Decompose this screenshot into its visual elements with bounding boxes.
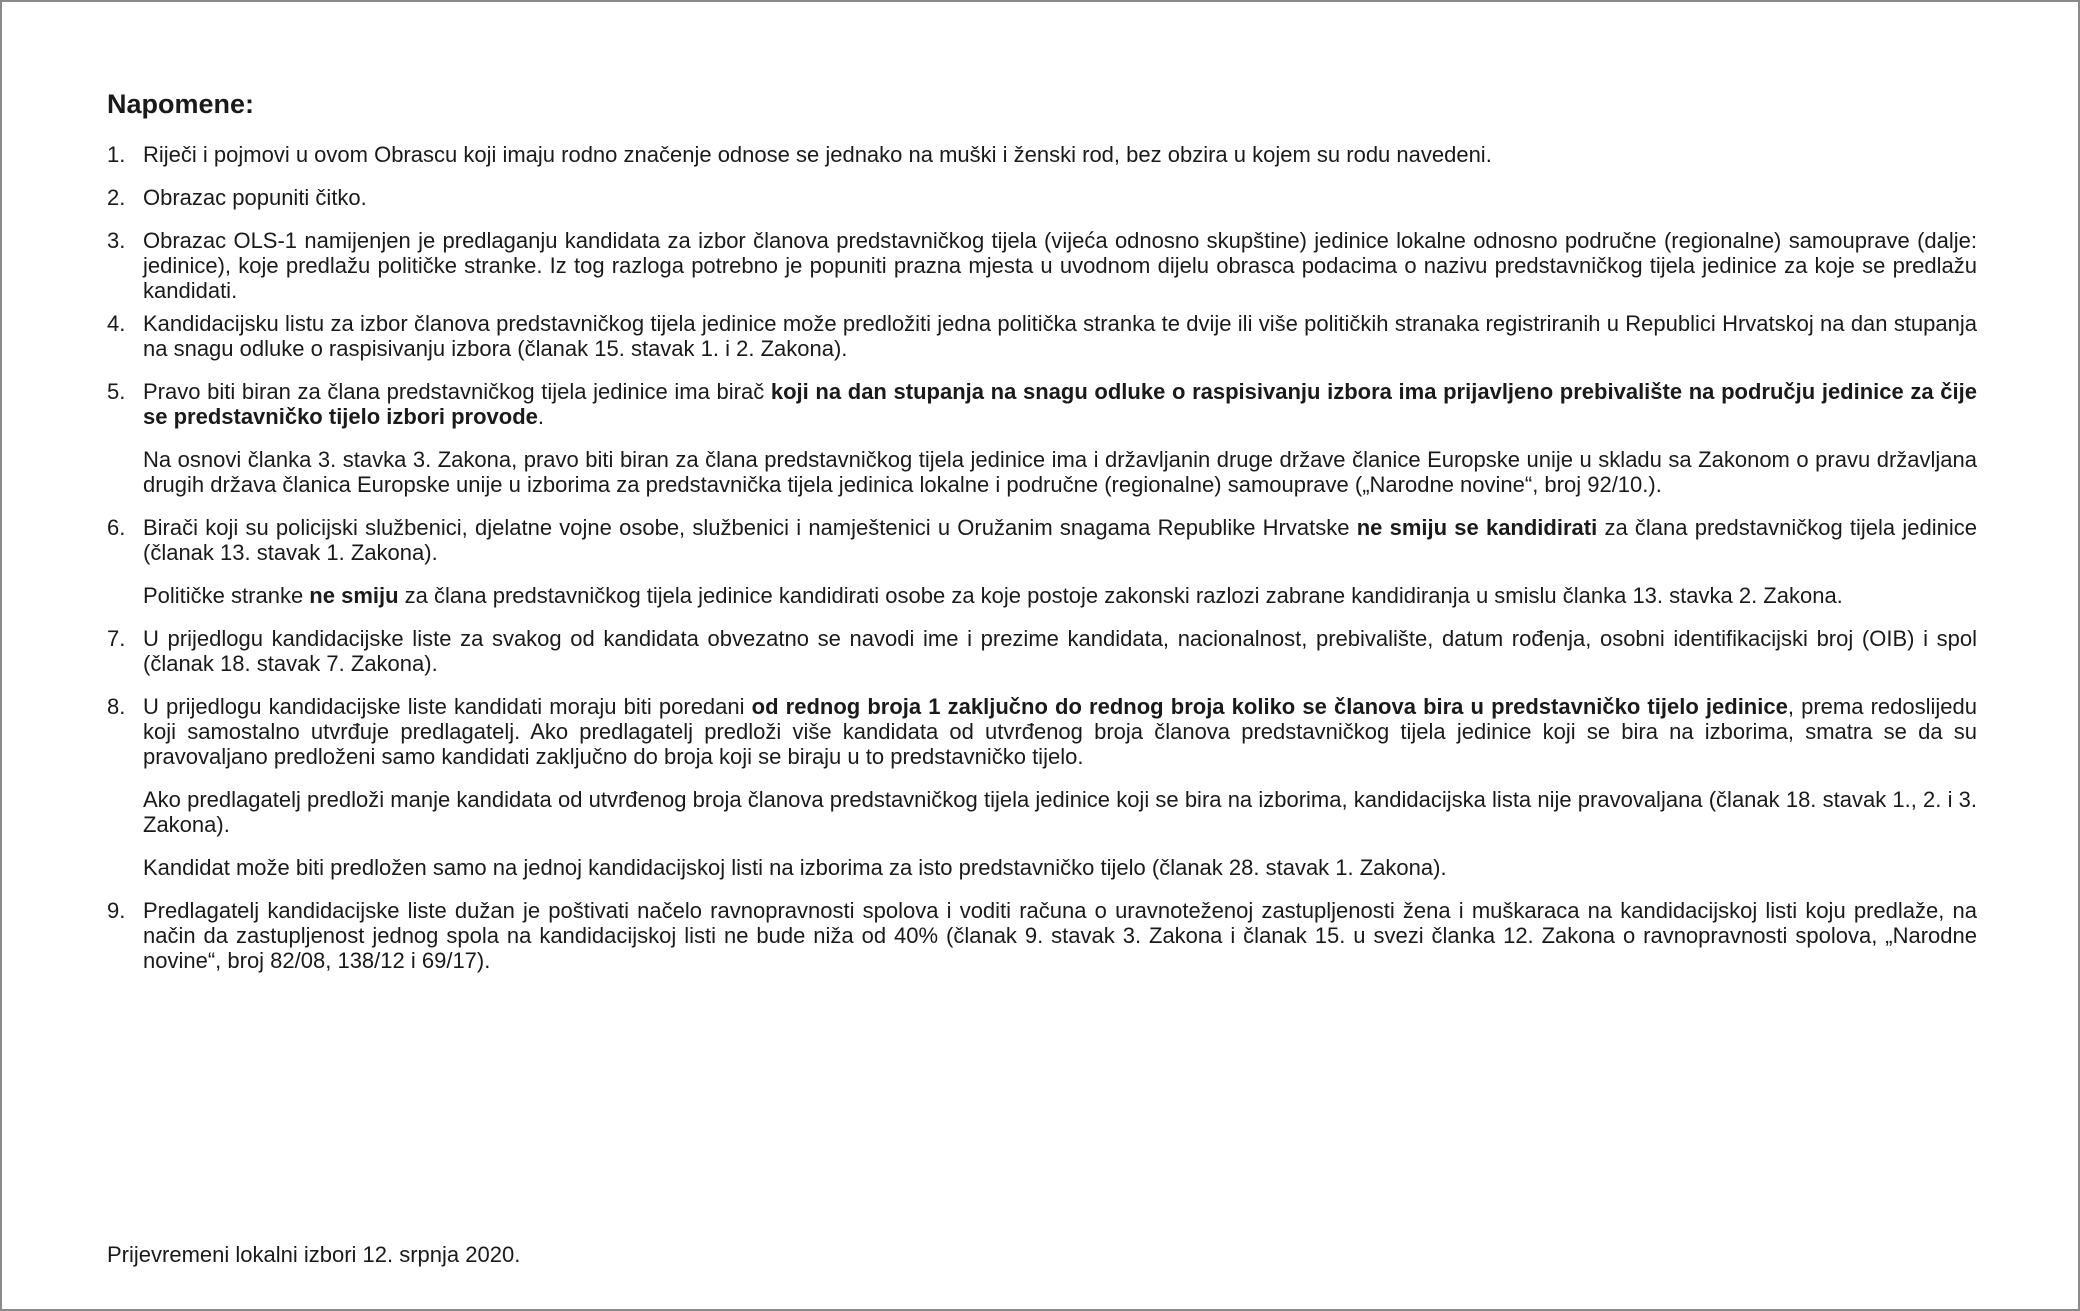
footer-election-label: Prijevremeni lokalni izbori 12. srpnja 2020.	[107, 1242, 521, 1267]
note-number: 3.	[107, 228, 126, 253]
note-1	[107, 142, 1977, 167]
notes-section	[107, 86, 1977, 991]
note-5	[107, 379, 1977, 497]
note-text-part: Političke stranke	[143, 583, 310, 608]
note-paragraph	[143, 583, 1977, 608]
notes-list	[107, 142, 1977, 973]
note-text	[143, 515, 1977, 565]
note-8	[107, 694, 1977, 880]
note-text	[143, 694, 1977, 769]
note-number: 6.	[107, 515, 126, 540]
note-number: 9.	[107, 898, 126, 923]
note-text-emphasis: koji na dan stupanja na snagu odluke o raspisivanju izbora ima prijavljeno prebivalište na području jedinice za čije se predstavničko tijelo izbori provode	[143, 379, 1977, 429]
notes-heading: Napomene:	[107, 89, 255, 119]
note-text: Riječi i pojmovi u ovom Obrascu koji imaju rodno značenje odnose se jednako na muški i ženski rod, bez obzira u kojem su rodu navedeni.	[143, 142, 1492, 167]
note-number: 4.	[107, 311, 126, 336]
note-text: Kandidacijsku listu za izbor članova predstavničkog tijela jedinice može predložiti jedna politička stranka te dvije ili više političkih stranaka registriranih u Republici Hrvatskoj na dan stupanja na snagu odluke o raspisivanju izbora (članak 15. stavak 1. i 2. Zakona).	[143, 311, 1977, 361]
note-text-emphasis: ne smiju se kandidirati	[1356, 515, 1598, 540]
note-text: Obrazac OLS-1 namijenjen je predlaganju kandidata za izbor članova predstavničkog tijela (vijeća odnosno skupštine) jedinice lokalne odnosno područne (regionalne) samouprave (dalje: jedinice), koje predlažu političke stranke. Iz tog razloga potrebno je popuniti prazna mjesta u uvodnom dijelu obrasca podacima o nazivu predstavničkog tijela jedinice za koje se predlažu kandidati.	[143, 228, 1977, 303]
note-text	[143, 379, 1977, 429]
note-text-part: .	[537, 404, 544, 429]
note-text-part: Pravo biti biran za člana predstavničkog tijela jedinice ima birač	[143, 379, 771, 404]
note-9	[107, 898, 1977, 973]
note-6	[107, 515, 1977, 608]
note-text: Predlagatelj kandidacijske liste dužan je poštivati načelo ravnopravnosti spolova i voditi računa o uravnoteženoj zastupljenosti žena i muškaraca na kandidacijskoj listi koju predlaže, na način da zastupljenost jednog spola na kandidacijskoj listi ne bude niža od 40% (članak 9. stavak 3. Zakona i članak 15. u svezi članka 12. Zakona o ravnopravnosti spolova, „Narodne novine“, broj 82/08, 138/12 i 69/17).	[143, 898, 1977, 973]
note-text: U prijedlogu kandidacijske liste za svakog od kandidata obvezatno se navodi ime i prezime kandidata, nacionalnost, prebivalište, datum rođenja, osobni identifikacijski broj (OIB) i spol (članak 18. stavak 7. Zakona).	[143, 626, 1977, 676]
note-paragraph: Kandidat može biti predložen samo na jednoj kandidacijskoj listi na izborima za isto predstavničko tijelo (članak 28. stavak 1. Zakona).	[143, 855, 1447, 880]
note-number: 8.	[107, 694, 126, 719]
note-text-part: , prema redoslijedu koji samostalno utvrđuje predlagatelj. Ako predlagatelj predloži više kandidata od utvrđenog broja članova predstavničkog tijela jedinice koji se bira na izborima, smatra se da su pravovaljano predloženi samo kandidati zaključno do broja koji se biraju u to predstavničko tijelo.	[143, 694, 1977, 769]
note-paragraph: Ako predlagatelj predloži manje kandidata od utvrđenog broja članova predstavničkog tijela jedinice koji se bira na izborima, kandidacijska lista nije pravovaljana (članak 18. stavak 1., 2. i 3. Zakona).	[143, 787, 1977, 837]
note-4	[107, 311, 1977, 361]
note-text-part: za člana predstavničkog tijela jedinice (članak 13. stavak 1. Zakona).	[143, 515, 1977, 565]
note-paragraph: Na osnovi članka 3. stavka 3. Zakona, pravo biti biran za člana predstavničkog tijela jedinice ima i državljanin druge države članice Europske unije u skladu sa Zakonom o pravu državljana drugih država članica Europske unije u izborima za predstavnička tijela jedinica lokalne i područne (regionalne) samouprave („Narodne novine“, broj 92/10.).	[143, 447, 1977, 497]
note-text-emphasis: ne smiju	[309, 583, 399, 608]
note-number: 5.	[107, 379, 126, 404]
note-number: 7.	[107, 626, 126, 651]
note-text-emphasis: od rednog broja 1 zaključno do rednog broja koliko se članova bira u predstavničko tijelo jedinice	[751, 694, 1788, 719]
note-7	[107, 626, 1977, 676]
note-number: 1.	[107, 142, 126, 167]
note-text-part: Birači koji su policijski službenici, djelatne vojne osobe, službenici i namještenici u Oružanim snagama Republike Hrvatske	[143, 515, 1357, 540]
note-3	[107, 228, 1977, 303]
note-number: 2.	[107, 185, 126, 210]
note-text: Obrazac popuniti čitko.	[143, 185, 367, 210]
note-2	[107, 185, 1977, 210]
note-text-part: za člana predstavničkog tijela jedinice kandidirati osobe za koje postoje zakonski razlozi zabrane kandidiranja u smislu članka 13. stavka 2. Zakona.	[398, 583, 1843, 608]
note-text-part: U prijedlogu kandidacijske liste kandidati moraju biti poredani	[143, 694, 752, 719]
